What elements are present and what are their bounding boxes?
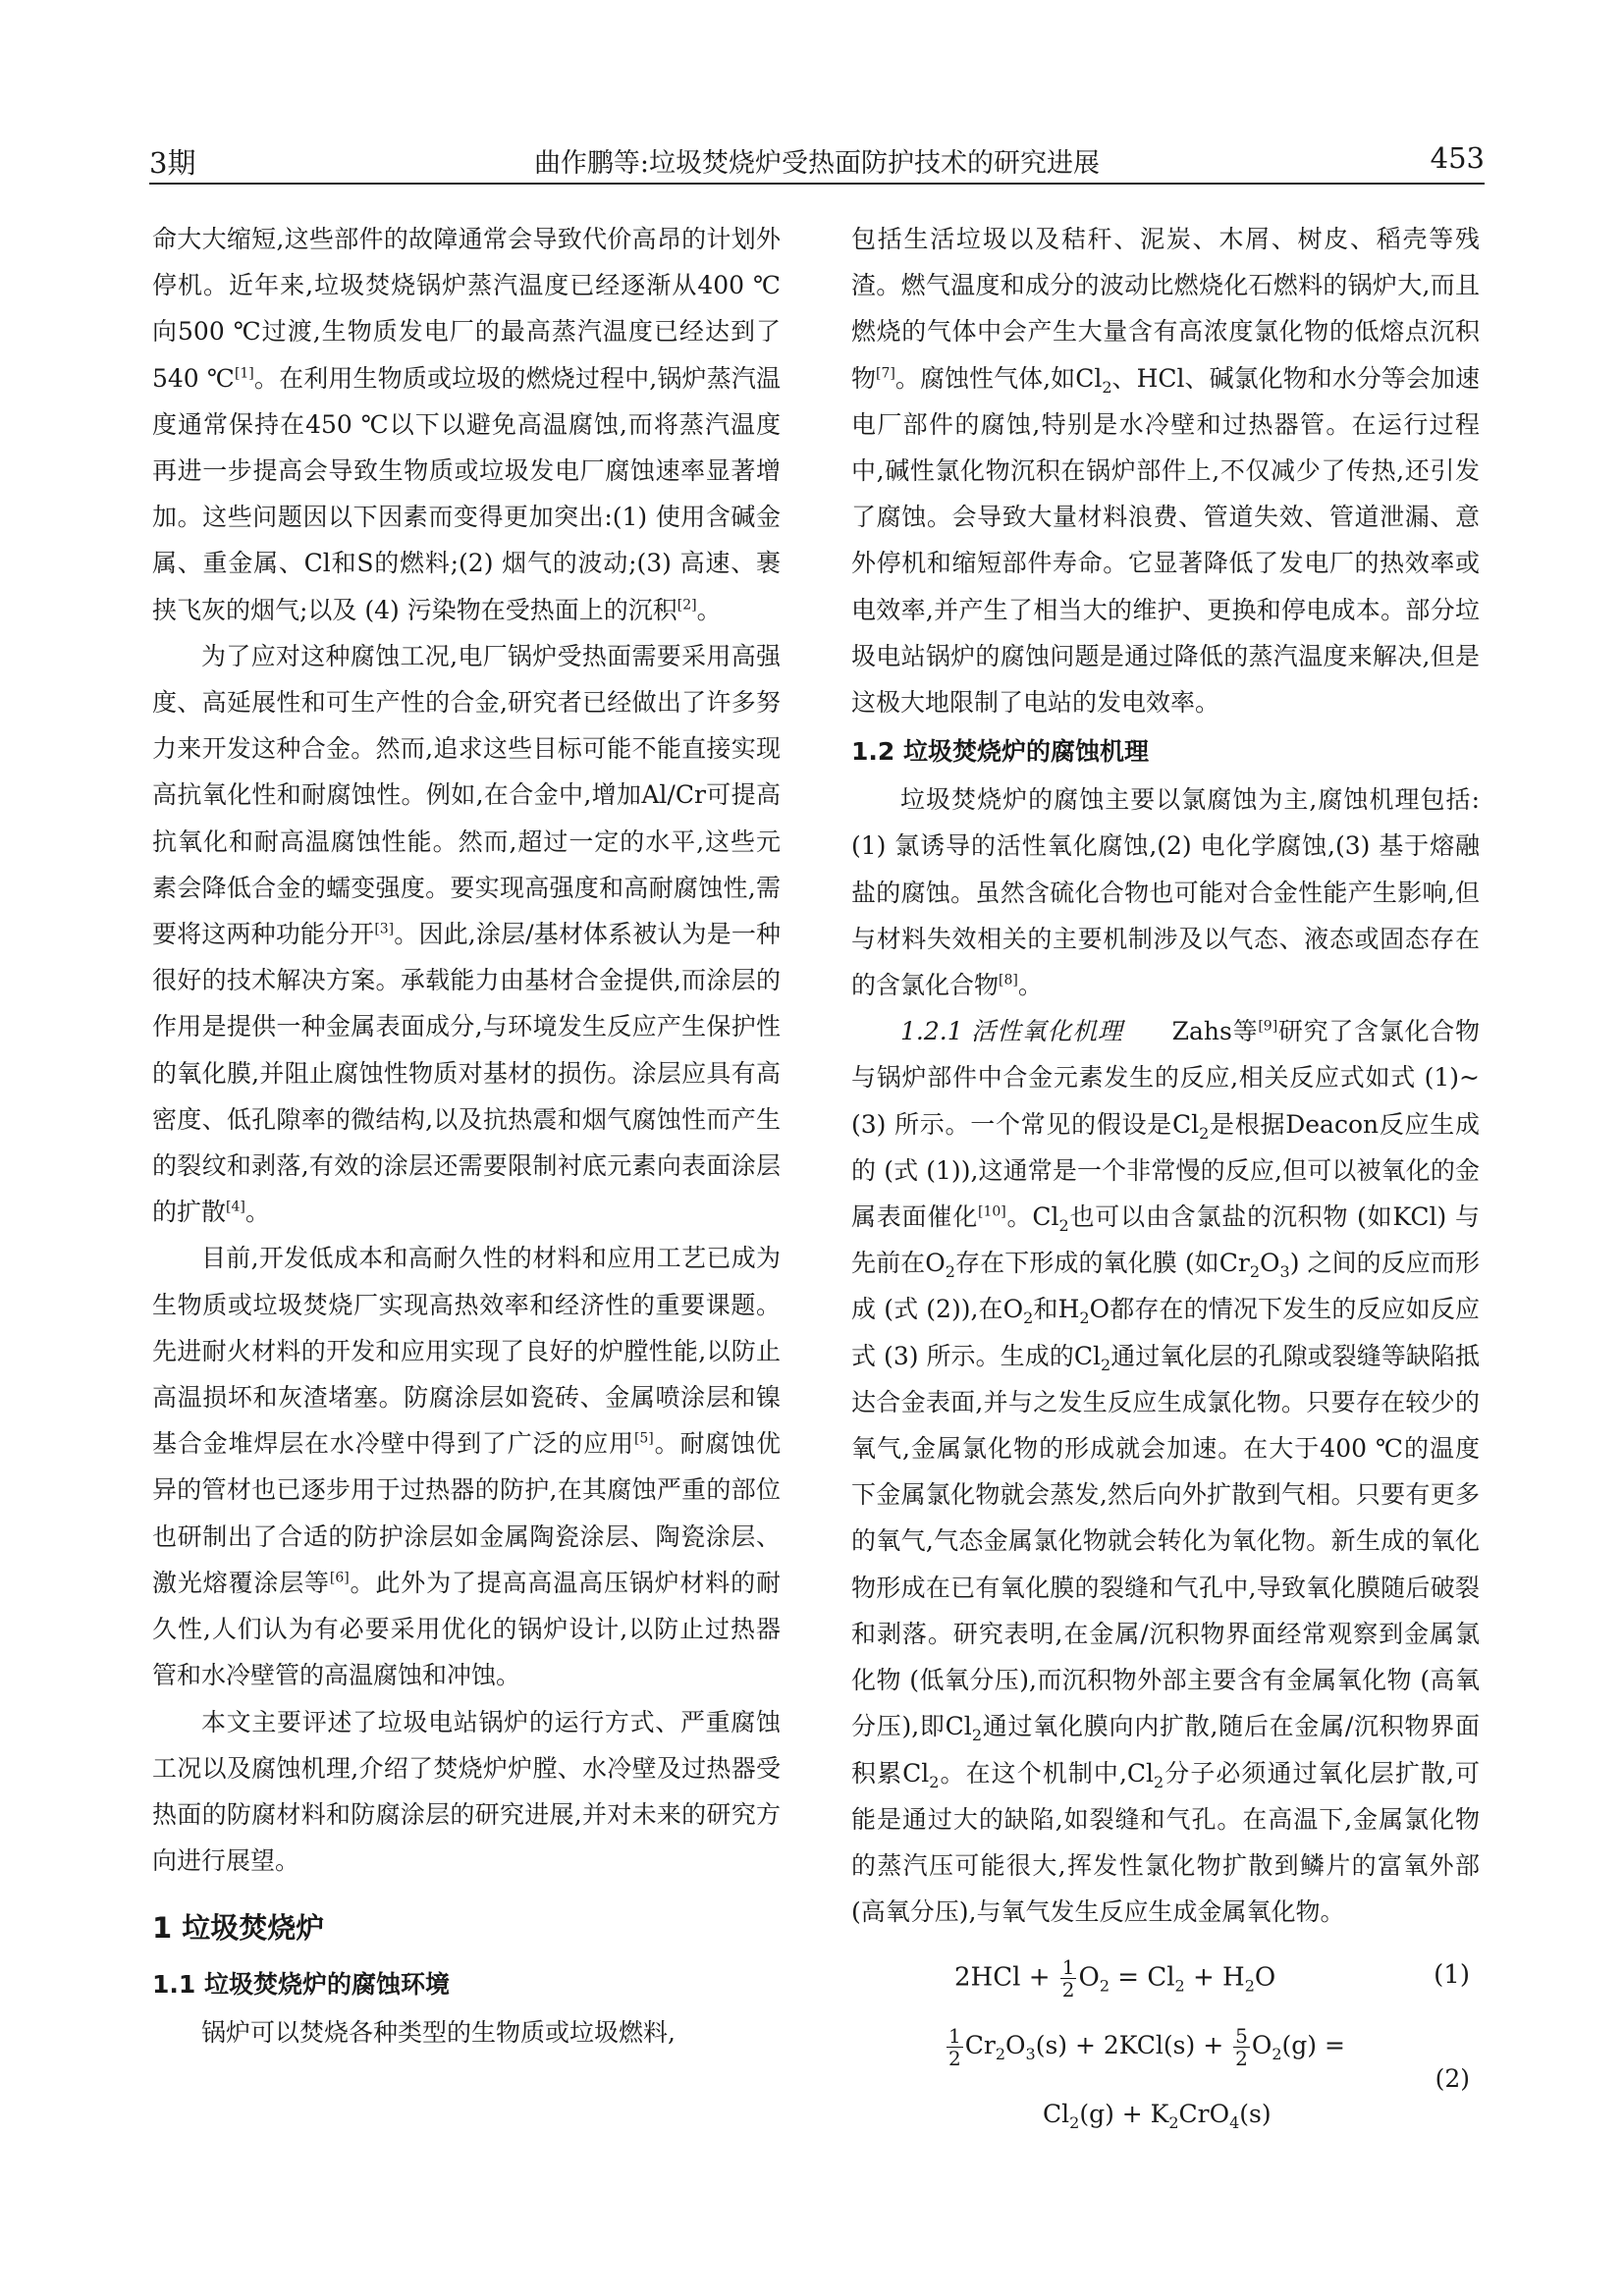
header-rule	[149, 183, 1485, 185]
citation[interactable]: [5]	[633, 1430, 654, 1447]
citation[interactable]: [8]	[999, 972, 1018, 988]
paragraph: 为了应对这种腐蚀工况,电厂锅炉受热面需要采用高强度、高延展性和可生产性的合金,研究者已经做出了许多努力来开发这种合金。然而,追求这些目标可能不能直接实现高抗氧化性和耐腐蚀性。例如,在合金中,增加Al/Cr可提高抗氧化和耐高温腐蚀性能。然而,超过一定的水平,这些元素会降低合金的蠕变强度。要实现高强度和高耐腐蚀性,需要将这两种功能分开[3]。因此,涂层/基材体系被认为是一种很好的技术解决方案。承载能力由基材合金提供,而涂层的作用是提供一种金属表面成分,与环境发生反应产生保护性的氧化膜,并阻止腐蚀性物质对基材的损伤。涂层应具有高密度、低孔隙率的微结构,以及抗热震和烟气腐蚀性而产生的裂纹和剥落,有效的涂层还需要限制衬底元素向表面涂层的扩散[4]。	[152, 641, 781, 1227]
citation[interactable]: [6]	[329, 1570, 350, 1586]
running-title: 曲作鹏等:垃圾焚烧炉受热面防护技术的研究进展	[533, 148, 1101, 179]
running-header	[149, 137, 1485, 185]
page-number: 453	[1430, 141, 1485, 175]
subsubsection-heading: 1.2.1 活性氧化机理	[900, 1017, 1123, 1046]
equation-2: $\frac{1}{2}$ $Cr_2O_3(s) + 2KCl(s)$ + $\frac{5}{2}$ $O_2(g)$ = $Cl_2(g) + K_2CrO_4(s)$ (2)	[948, 2024, 1470, 2133]
section-heading: 1 垃圾焚烧炉	[152, 1911, 325, 1946]
equation-number: (1)	[1434, 1960, 1470, 1991]
citation[interactable]: [7]	[876, 365, 895, 382]
left-column	[152, 216, 781, 2056]
paragraph: 垃圾焚烧炉的腐蚀主要以氯腐蚀为主,腐蚀机理包括:(1) 氯诱导的活性氧化腐蚀,(2) 电化学腐蚀,(3) 基于熔融盐的腐蚀。虽然含硫化合物也可能对合金性能产生影响,但与材料失效相关的主要机制涉及以气态、液态或固态存在的含氯化合物[8]。	[851, 785, 1480, 1000]
subsection-heading: 1.2 垃圾焚烧炉的腐蚀机理	[851, 737, 1149, 767]
paragraph: 命大大缩短,这些部件的故障通常会导致代价高昂的计划外停机。近年来,垃圾焚烧锅炉蒸汽温度已经逐渐从400 ℃向500 ℃过渡,生物质发电厂的最高蒸汽温度已经达到了540 ℃[1]。在利用生物质或垃圾的燃烧过程中,锅炉蒸汽温度通常保持在450 ℃以下以避免高温腐蚀,而将蒸汽温度再进一步提高会导致生物质或垃圾发电厂腐蚀速率显著增加。这些问题因以下因素而变得更加突出:(1) 使用含碱金属、重金属、Cl和S的燃料;(2) 烟气的波动;(3) 高速、裹挟飞灰的烟气;以及 (4) 污染物在受热面上的沉积[2]。	[152, 225, 781, 624]
subsection-heading: 1.1 垃圾焚烧炉的腐蚀环境	[152, 1970, 450, 2000]
equation-number: (2)	[1435, 2064, 1470, 2094]
paragraph: 本文主要评述了垃圾电站锅炉的运行方式、严重腐蚀工况以及腐蚀机理,介绍了焚烧炉炉膛、水冷壁及过热器受热面的防腐材料和防腐涂层的研究进展,并对未来的研究方向进行展望。	[152, 1707, 781, 1876]
citation[interactable]: [1]	[234, 365, 254, 382]
paragraph: 目前,开发低成本和高耐久性的材料和应用工艺已成为生物质或垃圾焚烧厂实现高热效率和经济性的重要课题。先进耐火材料的开发和应用实现了良好的炉膛性能,以防止高温损坏和灰渣堵塞。防腐涂层如瓷砖、金属喷涂层和镍基合金堆焊层在水冷壁中得到了广泛的应用[5]。耐腐蚀优异的管材也已逐步用于过热器的防护,在其腐蚀严重的部位也研制出了合适的防护涂层如金属陶瓷涂层、陶瓷涂层、激光熔覆涂层等[6]。此外为了提高高温高压锅炉材料的耐久性,人们认为有必要采用优化的锅炉设计,以防止过热器管和水冷壁管的高温腐蚀和冲蚀。	[152, 1244, 781, 1690]
citation[interactable]: [3]	[374, 921, 395, 937]
citation[interactable]: [4]	[226, 1199, 245, 1215]
paragraph: 1.2.1 活性氧化机理 Zahs等[9]研究了含氯化合物与锅炉部件中合金元素发生的反应,相关反应式如式 (1)~(3) 所示。一个常见的假设是$Cl_2$是根据Deacon反应生成的 (式 (1)),这通常是一个非常慢的反应,但可以被氧化的金属表面催化[10]。$Cl_2$也可以由含氯盐的沉积物 (如KCl) 与先前在$O_2$存在下形成的氧化膜 (如$Cr_2O_3$) 之间的反应而形成 (式 (2)),在$O_2$和$H_2O$都存在的情况下发生的反应如反应式 (3) 所示。生成的$Cl_2$通过氧化层的孔隙或裂缝等缺陷抵达合金表面,并与之发生反应生成氯化物。只要存在较少的氧气,金属氯化物的形成就会加速。在大于400 ℃的温度下金属氯化物就会蒸发,然后向外扩散到气相。只要有更多的氧气,气态金属氯化物就会转化为氧化物。新生成的氧化物形成在已有氧化膜的裂缝和气孔中,导致氧化膜随后破裂和剥落。研究表明,在金属/沉积物界面经常观察到金属氯化物 (低氧分压),而沉积物外部主要含有金属氧化物 (高氧分压),即$Cl_2$通过氧化膜向内扩散,随后在金属/沉积物界面积累$Cl_2$。在这个机制中$,Cl_2$分子必须通过氧化层扩散,可能是通过大的缺陷,如裂缝和气孔。在高温下,金属氯化物的蒸汽压可能很大,挥发性氯化物扩散到鳞片的富氧外部 (高氧分压),与氧气发生反应生成金属氧化物。	[851, 1017, 1481, 1927]
paragraph: 包括生活垃圾以及秸秆、泥炭、木屑、树皮、稻壳等残渣。燃气温度和成分的波动比燃烧化石燃料的锅炉大,而且燃烧的气体中会产生大量含有高浓度氯化物的低熔点沉积物[7]。腐蚀性气体,如$Cl_2$、HCl、碱氯化物和水分等会加速电厂部件的腐蚀,特别是水冷壁和过热器管。在运行过程中,碱性氯化物沉积在锅炉部件上,不仅减少了传热,还引发了腐蚀。会导致大量材料浪费、管道失效、管道泄漏、意外停机和缩短部件寿命。它显著降低了发电厂的热效率或电效率,并产生了相当大的维护、更换和停电成本。部分垃圾电站锅炉的腐蚀问题是通过降低的蒸汽温度来解决,但是这极大地限制了电站的发电效率。	[851, 225, 1480, 718]
paragraph: 锅炉可以焚烧各种类型的生物质或垃圾燃料,	[201, 2018, 676, 2048]
citation[interactable]: [9]	[1258, 1018, 1278, 1035]
right-column	[851, 216, 1480, 2143]
issue-label: 3期	[149, 146, 196, 180]
citation[interactable]: [2]	[677, 597, 697, 614]
citation[interactable]: [10]	[978, 1203, 1006, 1220]
equation-1: 2HCl + $\frac{1}{2}$ $O_2 = Cl_2 + H_2O$ (1)	[954, 1955, 1470, 2002]
